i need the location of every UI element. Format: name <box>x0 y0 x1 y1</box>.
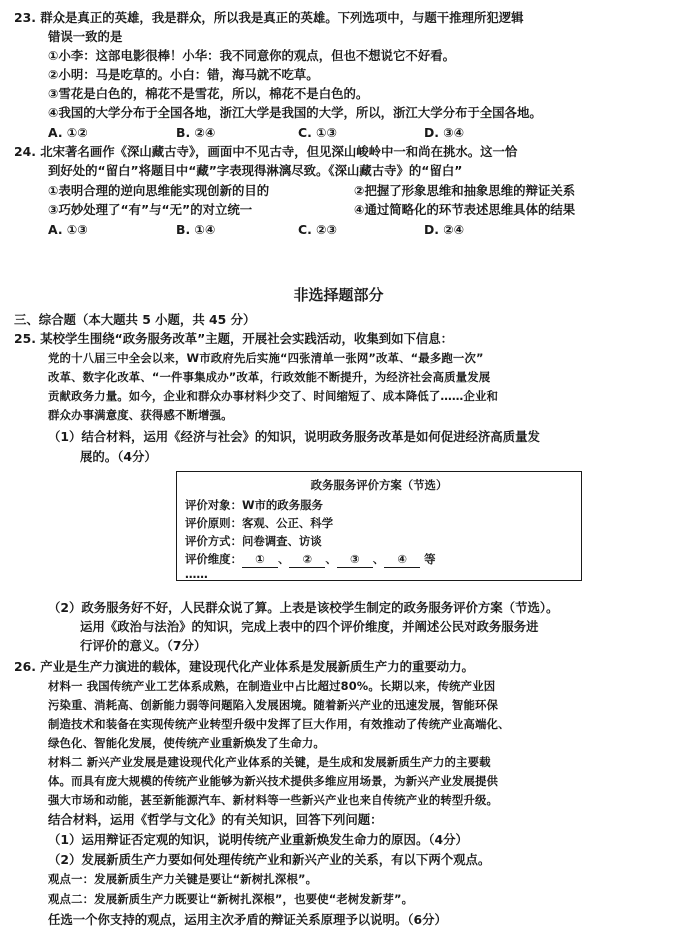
q26-material1-line2: 污染重、消耗高、创新能力弱等问题陷入发展困境。随着新兴产业的迅速发展，智能环保 <box>48 698 499 712</box>
dimension-blank-3: ③ <box>337 552 373 568</box>
q23-stem-line2: 错误一致的是 <box>48 29 123 44</box>
q24-option-d: D. ②④ <box>424 222 465 237</box>
evaluation-plan-box <box>176 471 582 581</box>
q23-item-3: ③雪花是白色的，棉花不是雪花，所以，棉花不是白色的。 <box>48 86 369 101</box>
evaluation-plan-title: 政务服务评价方案（节选） <box>310 478 448 492</box>
q23-option-d: D. ③④ <box>424 125 465 140</box>
q26-view2: 观点二：发展新质生产力既要让“新树扎深根”，也要使“老树发新芽”。 <box>48 892 414 906</box>
q26-view1: 观点一：发展新质生产力关键是要让“新树扎深根”。 <box>48 872 318 886</box>
q25-sub2-line2: 运用《政治与法治》的知识，完成上表中的四个评价维度，并阐述公民对政务服务进 <box>80 619 539 634</box>
evaluation-principle: 评价原则：客观、公正、科学 <box>185 516 334 530</box>
q26-sub2: （2）发展新质生产力要如何处理传统产业和新兴产业的关系，有以下两个观点。 <box>48 852 491 867</box>
q25-material-line4: 群众办事满意度、获得感不断增强。 <box>48 408 233 422</box>
q24-stem-line2: 到好处的“留白”将题目中“藏”字表现得淋漓尽致。《深山藏古寺》的“留白” <box>48 163 463 178</box>
q23-stem-line1: 23. 群众是真正的英雄，我是群众，所以我是真正的英雄。下列选项中，与题干推理所犯逻辑 <box>14 10 524 25</box>
q25-material-line3: 贡献政务力量。如今，企业和群众办事材料少交了、时间缩短了、成本降低了……企业和 <box>48 389 499 403</box>
evaluation-dimensions: 评价维度： ① 、 ② 、 ③ 、 ④ 等 <box>185 552 436 566</box>
q26-final-prompt: 任选一个你支持的观点，运用主次矛盾的辩证关系原理予以说明。（6分） <box>48 912 447 927</box>
q24-stem-line1: 24. 北宋著名画作《深山藏古寺》，画面中不见古寺，但见深山峻岭中一和尚在挑水。这一恰 <box>14 144 518 159</box>
q26-material1-line3: 制造技术和装备在实现传统产业转型升级中发挥了巨大作用，有效推动了传统产业高端化、 <box>48 717 510 731</box>
evaluation-object: 评价对象：W市的政务服务 <box>185 498 323 512</box>
q23-option-a: A. ①② <box>48 125 88 140</box>
q26-stem: 26. 产业是生产力演进的载体，建设现代化产业体系是发展新质生产力的重要动力。 <box>14 659 474 674</box>
q24-option-a: A. ①③ <box>48 222 88 237</box>
q25-sub1-line2: 展的。（4分） <box>80 449 157 464</box>
evaluation-method: 评价方式：问卷调查、访谈 <box>185 534 322 548</box>
q23-item-2: ②小明：马是吃草的。小白：错，海马就不吃草。 <box>48 67 319 82</box>
evaluation-dimensions-label: 评价维度： <box>185 552 242 566</box>
q26-material2-line2: 体。而具有庞大规模的传统产业能够为新兴技术提供多维应用场景，为新兴产业发展提供 <box>48 774 499 788</box>
section-3-heading: 三、综合题（本大题共 5 小题，共 45 分） <box>14 312 256 327</box>
q25-material-line1: 党的十八届三中全会以来，W市政府先后实施“四张清单一张网”改革、“最多跑一次” <box>48 351 484 365</box>
evaluation-ellipsis: …… <box>185 567 208 581</box>
evaluation-dimensions-end: 等 <box>424 552 436 566</box>
section-title: 非选择题部分 <box>293 286 384 304</box>
q26-material1-line4: 绿色化、智能化发展，使传统产业重新焕发了生命力。 <box>48 736 325 750</box>
q25-sub1-line1: （1）结合材料，运用《经济与社会》的知识，说明政务服务改革是如何促进经济高质量发 <box>48 429 540 444</box>
q24-item-4: ④通过简略化的环节表述思维具体的结果 <box>354 202 576 217</box>
q23-item-1: ①小李：这部电影很棒！小华：我不同意你的观点，但也不想说它不好看。 <box>48 48 455 63</box>
dimension-blank-4: ④ <box>384 552 420 568</box>
dimension-blank-2: ② <box>289 552 325 568</box>
q24-item-1: ①表明合理的逆向思维能实现创新的目的 <box>48 183 270 198</box>
q24-option-b: B. ①④ <box>176 222 216 237</box>
q26-sub1: （1）运用辩证否定观的知识，说明传统产业重新焕发生命力的原因。（4分） <box>48 832 468 847</box>
q26-instruction: 结合材料，运用《哲学与文化》的有关知识，回答下列问题： <box>48 812 383 827</box>
q24-item-3: ③巧妙处理了“有”与“无”的对立统一 <box>48 202 253 217</box>
q24-option-c: C. ②③ <box>298 222 338 237</box>
q23-item-4: ④我国的大学分布于全国各地，浙江大学是我国的大学，所以，浙江大学分布于全国各地。 <box>48 105 542 120</box>
q25-material-line2: 改革、数字化改革、“一件事集成办”改革，行政效能不断提升，为经济社会高质量发展 <box>48 370 491 384</box>
q25-sub2-line3: 行评价的意义。（7分） <box>80 638 207 653</box>
q23-option-c: C. ①③ <box>298 125 338 140</box>
q24-item-2: ②把握了形象思维和抽象思维的辩证关系 <box>354 183 576 198</box>
q25-sub2-line1: （2）政务服务好不好，人民群众说了算。上表是该校学生制定的政务服务评价方案（节选）。 <box>48 600 559 615</box>
q26-material2-line1: 材料二 新兴产业发展是建设现代化产业体系的关键，是生成和发展新质生产力的主要载 <box>48 755 491 769</box>
q23-option-b: B. ②④ <box>176 125 216 140</box>
q25-stem: 25. 某校学生围绕“政务服务改革”主题，开展社会实践活动，收集到如下信息： <box>14 331 454 346</box>
q26-material2-line3: 强大市场和动能，甚至新能源汽车、新材料等一些新兴产业也来自传统产业的转型升级。 <box>48 793 499 807</box>
dimension-blank-1: ① <box>242 552 278 568</box>
q26-material1-line1: 材料一 我国传统产业工艺体系成熟，在制造业中占比超过80%。长期以来，传统产业因 <box>48 679 496 693</box>
